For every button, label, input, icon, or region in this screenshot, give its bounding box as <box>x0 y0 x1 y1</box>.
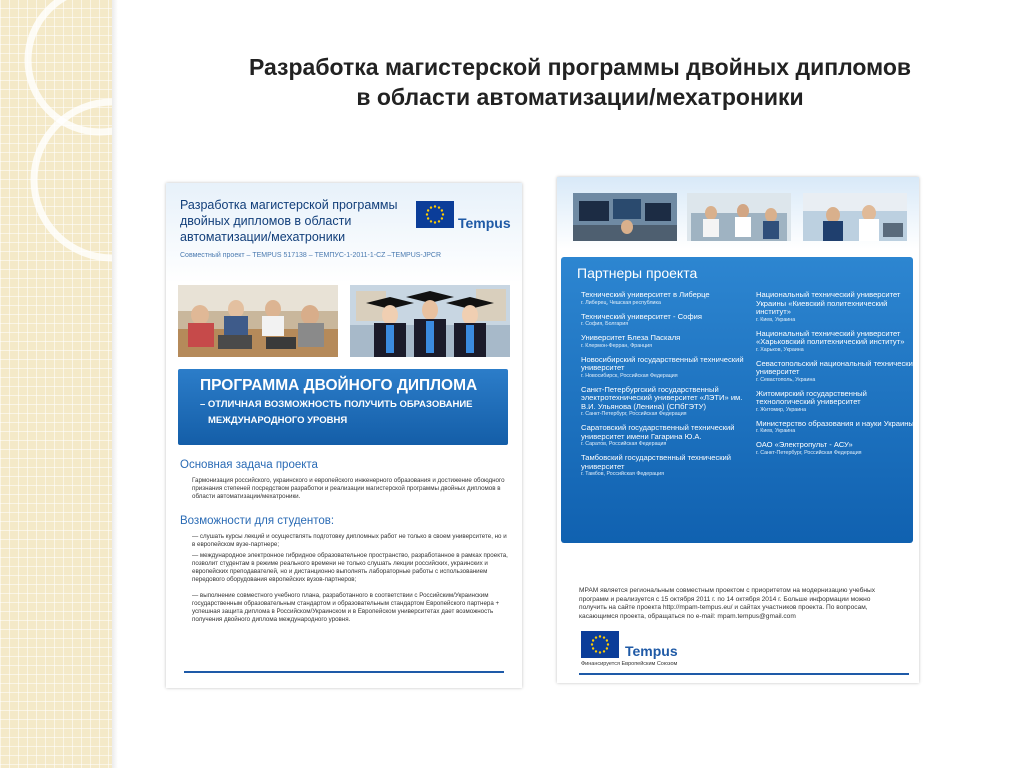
partner-item <box>756 330 919 354</box>
slide-title-line2: в области автоматизации/мехатроники <box>356 84 804 110</box>
partner-name: Санкт-Петербургский государственный электротехнический университет «ЛЭТИ» им. В.И. Ульянова (Ленина) (СПбГЭТУ) <box>581 384 743 411</box>
partners-title: Партнеры проекта <box>577 265 698 281</box>
decorative-sidebar <box>0 0 112 768</box>
task-text: Гармонизация российского, украинского и европейского инженерного образования и достижение обоюдного признания степеней посредством разработки и реализации магистерской программы двойных дипломов в области автоматизации/мехатроники. <box>192 477 505 500</box>
partner-name: Технический университет - София <box>581 311 702 321</box>
partner-item <box>756 441 919 457</box>
partner-name: Саратовский государственный технический университет имени Гагарина Ю.А. <box>581 423 735 441</box>
partner-item <box>756 420 919 436</box>
opportunity-1: — слушать курсы лекций и осуществлять подготовку дипломных работ не только в своем университете, но и в европейском вузе-партнере; <box>192 533 507 548</box>
partner-name: Национальный технический университет Украины «Киевский политехнический институт» <box>756 290 901 316</box>
photo-meeting <box>178 285 338 357</box>
partner-location: г. Санкт-Петербург, Российская Федерация <box>756 449 862 456</box>
partner-location: г. Либерец, Чешская республика <box>581 299 661 306</box>
partner-location: г. Санкт-Петербург, Российская Федерация <box>581 411 687 417</box>
partner-location: г. София, Болгария <box>581 321 629 327</box>
brochure-left-title-line2: двойных дипломов в области <box>180 214 352 228</box>
partner-location: г. Харьков, Украина <box>756 346 804 353</box>
brochure-left-page <box>166 183 522 688</box>
opportunities-heading: Возможности для студентов: <box>180 515 335 527</box>
eu-flag-icon <box>416 201 454 228</box>
partner-name: Министерство образования и науки Украины <box>756 418 914 428</box>
photo-workshop <box>803 193 907 241</box>
brochure-right-page <box>557 177 919 683</box>
partner-item <box>756 291 919 324</box>
sidebar-shadow <box>112 0 118 768</box>
project-info-text: MPAM является региональным совместным проектом с приоритетом на модернизацию учебных программ и реализуется с 15 октября 2011 г. по 14 октября 2014 г. Больше информации можно получить на сайте проекта http://mpam-tempus.eu/ и сайтах участников проекта. По вопросам, касающимся проекта, обращаться по e-mail: mpam.tempus@gmail.com <box>579 587 876 620</box>
banner-line1: ПРОГРАММА ДВОЙНОГО ДИПЛОМА <box>200 377 478 394</box>
partner-item <box>581 424 746 448</box>
slide-title-line1: Разработка магистерской программы двойных дипломов <box>248 54 912 80</box>
brochure-left-title-line3: автоматизации/мехатроники <box>180 230 346 244</box>
partner-name: Технический университет в Либерце <box>581 290 710 299</box>
partner-name: Национальный технический университет «Харьковский политехнический институт» <box>756 328 905 346</box>
partner-item <box>756 390 919 414</box>
task-heading: Основная задача проекта <box>180 459 318 471</box>
partner-location: г. Севастополь, Украина <box>756 376 816 383</box>
decorative-circles <box>0 0 112 768</box>
partner-item <box>581 334 746 350</box>
opportunity-3: — выполнение совместного учебного плана, разработанного в соответствии с Российским/Украинским государственным образовательным стандартом и образовательным стандартом Европейского партнера + успешная защита диплома в Российском/Украинском и в Европейском университетах дает возможность получения двойного диплома международного уровня. <box>192 592 500 623</box>
photo-laboratory <box>687 193 791 241</box>
partners-column-left <box>581 291 746 484</box>
double-diploma-banner <box>178 369 508 445</box>
partners-column-right <box>756 291 919 463</box>
partner-name: Житомирский государственный технологический университет <box>756 388 867 406</box>
eu-flag-icon <box>581 631 619 658</box>
brochure-left-divider <box>184 671 504 673</box>
partner-location: г. Новосибирск, Российская Федерация <box>581 372 678 379</box>
banner-line3: МЕЖДУНАРОДНОГО УРОВНЯ <box>208 415 348 426</box>
partner-item <box>581 356 746 380</box>
tempus-logo: Tempus <box>458 215 511 231</box>
brochure-right-divider <box>579 673 909 675</box>
partner-name: Тамбовский государственный технический университет <box>581 453 732 471</box>
photo-computer-lab <box>573 193 677 241</box>
banner-line2: – ОТЛИЧНАЯ ВОЗМОЖНОСТЬ ПОЛУЧИТЬ ОБРАЗОВАНИЕ <box>200 399 473 410</box>
photo-graduates <box>350 285 510 357</box>
partner-location: г. Тамбов, Российская Федерация <box>581 471 664 477</box>
funded-by-eu-text: Финансируется Европейским Союзом <box>581 661 678 667</box>
partner-name: Университет Блеза Паскаля <box>581 333 681 342</box>
slide-title <box>160 52 1000 112</box>
partner-location: г. Киев, Украина <box>756 316 796 323</box>
partner-name: Севастопольский национальный технический университет <box>756 358 918 376</box>
partner-name: ОАО «Электропульт - АСУ» <box>756 440 853 449</box>
project-code: Совместный проект – TEMPUS 517138 – ТЕМПУС-1-2011-1-CZ –TEMPUS-JPCR <box>180 252 442 259</box>
partner-item <box>581 386 746 419</box>
partner-item <box>581 313 746 329</box>
brochure-left-title <box>180 197 400 245</box>
partners-panel <box>561 257 918 543</box>
partner-item <box>581 291 746 307</box>
partner-location: г. Житомир, Украина <box>756 406 807 413</box>
tempus-logo: Tempus <box>625 643 678 659</box>
partner-location: г. Саратов, Российская Федерация <box>581 441 667 447</box>
partner-name: Новосибирский государственный технический университет <box>581 354 744 372</box>
partner-item <box>581 454 746 478</box>
partner-location: г. Киев, Украина <box>756 428 796 434</box>
partner-location: г. Клермон-Ферран, Франция <box>581 342 652 349</box>
brochure-left-title-line1: Разработка магистерской программы <box>180 198 398 212</box>
partner-item <box>756 360 919 384</box>
opportunity-2: — международное электронное гибридное образовательное пространство, разработанное в рамках проекта, позволит студентам в режиме реального времени не только слушать лекции российских, украинских и европейских преподавателей, но и дистанционно выполнять лабораторные работы с использованием передового оборудования европейских вузов-партнеров; <box>192 552 508 583</box>
